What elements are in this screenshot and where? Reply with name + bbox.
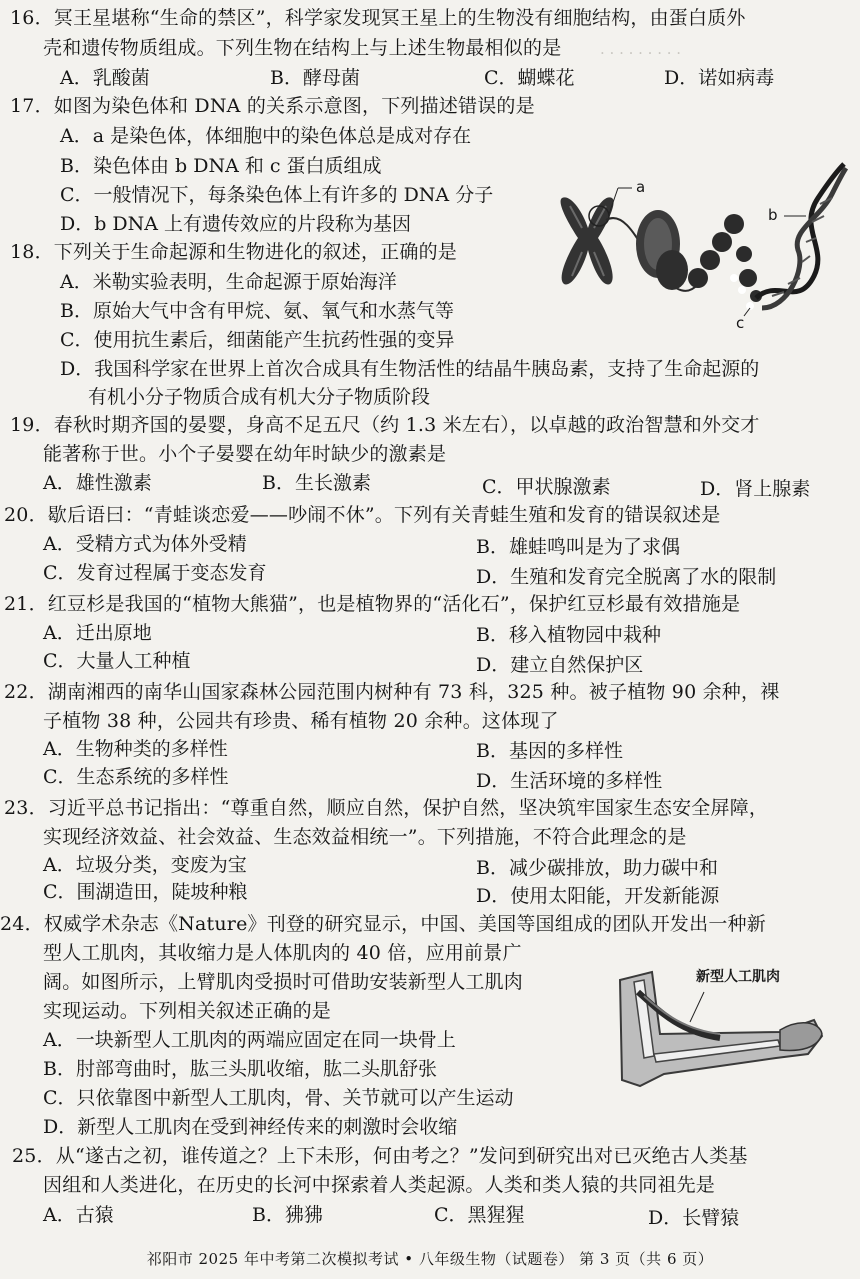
q24-option-d[interactable]: D．新型人工肌肉在受到神经传来的刺激时会收缩 bbox=[43, 1116, 458, 1138]
q23-option-a[interactable]: A．垃圾分类，变废为宝 bbox=[43, 854, 247, 876]
q18-stem: 18．下列关于生命起源和生物进化的叙述，正确的是 bbox=[10, 241, 457, 263]
q24-option-a[interactable]: A．一块新型人工肌肉的两端应固定在同一块骨上 bbox=[43, 1029, 456, 1051]
q20-option-a[interactable]: A．受精方式为体外受精 bbox=[43, 533, 247, 555]
q25-option-d[interactable]: D．长臂猿 bbox=[648, 1207, 740, 1229]
q22-option-a[interactable]: A．生物种类的多样性 bbox=[43, 738, 228, 760]
q20-option-b[interactable]: B．雄蛙鸣叫是为了求偶 bbox=[476, 536, 680, 558]
q16-stem-line2: 壳和遗传物质组成。下列生物在结构上与上述生物最相似的是 bbox=[43, 37, 562, 59]
q19-stem-line2: 能著称于世。小个子晏婴在幼年时缺少的激素是 bbox=[43, 443, 447, 465]
q22-option-c[interactable]: C．生态系统的多样性 bbox=[43, 766, 229, 788]
q22-option-b[interactable]: B．基因的多样性 bbox=[476, 740, 623, 762]
page-footer: 祁阳市 2025 年中考第二次模拟考试 • 八年级生物（试题卷） 第 3 页（共 6 页） bbox=[146, 1250, 714, 1268]
q24-stem-line1: 24．权威学术杂志《Nature》刊登的研究显示，中国、美国等国组成的团队开发出一种新 bbox=[0, 913, 766, 935]
q25-option-b[interactable]: B．狒狒 bbox=[252, 1204, 323, 1226]
q19-stem-line1: 19．春秋时期齐国的晏婴，身高不足五尺（约 1.3 米左右），以卓越的政治智慧和外交才 bbox=[10, 414, 760, 436]
q20-option-d[interactable]: D．生殖和发育完全脱离了水的限制 bbox=[476, 566, 777, 588]
q22-option-d[interactable]: D．生活环境的多样性 bbox=[476, 770, 663, 792]
q16-option-d[interactable]: D．诺如病毒 bbox=[664, 67, 775, 89]
q23-stem-line2: 实现经济效益、社会效益、生态效益相统一”。下列措施，不符合此理念的是 bbox=[43, 826, 687, 848]
fig-label-b: b bbox=[768, 206, 778, 224]
q18-option-b[interactable]: B．原始大气中含有甲烷、氨、氧气和水蒸气等 bbox=[60, 300, 454, 322]
q17-option-b[interactable]: B．染色体由 b DNA 和 c 蛋白质组成 bbox=[60, 155, 382, 177]
q20-option-c[interactable]: C．发育过程属于变态发育 bbox=[43, 562, 267, 584]
q25-stem-line1: 25．从“遂古之初，谁传道之？上下未形，何由考之？”发问到研究出对已灭绝古人类基 bbox=[12, 1145, 748, 1167]
q24-stem-line3: 阔。如图所示，上臂肌肉受损时可借助安装新型人工肌肉 bbox=[43, 971, 524, 993]
q18-option-a[interactable]: A．米勒实验表明，生命起源于原始海洋 bbox=[60, 271, 397, 293]
q24-stem-line2: 型人工肌肉，其收缩力是人体肌肉的 40 倍，应用前景广 bbox=[43, 942, 522, 964]
q18-option-d-cont: 有机小分子物质合成有机大分子物质阶段 bbox=[88, 386, 431, 408]
q23-option-c[interactable]: C．围湖造田，陡坡种粮 bbox=[43, 881, 248, 903]
fig-label-a: a bbox=[636, 178, 646, 196]
q25-option-c[interactable]: C．黑猩猩 bbox=[434, 1204, 525, 1226]
q25-stem-line2: 因组和人类进化，在历史的长河中探索着人类起源。人类和类人猿的共同祖先是 bbox=[43, 1174, 716, 1196]
q24-option-c[interactable]: C．只依靠图中新型人工肌肉，骨、关节就可以产生运动 bbox=[43, 1087, 514, 1109]
q22-stem-line1: 22．湖南湘西的南华山国家森林公园范围内树种有 73 科，325 种。被子植物 90 余种，裸 bbox=[4, 681, 780, 703]
q16-option-a[interactable]: A．乳酸菌 bbox=[60, 67, 150, 89]
chromosome-dna-figure bbox=[548, 158, 848, 333]
fig-label-c: c bbox=[736, 314, 745, 332]
q21-option-c[interactable]: C．大量人工种植 bbox=[43, 650, 191, 672]
q23-option-d[interactable]: D．使用太阳能，开发新能源 bbox=[476, 885, 720, 907]
q19-option-a[interactable]: A．雄性激素 bbox=[43, 472, 152, 494]
q21-option-a[interactable]: A．迁出原地 bbox=[43, 622, 152, 644]
q23-stem-line1: 23．习近平总书记指出：“尊重自然，顺应自然，保护自然，坚决筑牢国家生态安全屏障， bbox=[4, 797, 769, 819]
q17-option-a[interactable]: A．a 是染色体，体细胞中的染色体总是成对存在 bbox=[60, 125, 472, 147]
q24-stem-line4: 实现运动。下列相关叙述正确的是 bbox=[43, 1000, 332, 1022]
q18-option-d[interactable]: D．我国科学家在世界上首次合成具有生物活性的结晶牛胰岛素，支持了生命起源的 bbox=[60, 358, 760, 380]
q23-option-b[interactable]: B．减少碳排放，助力碳中和 bbox=[476, 857, 718, 879]
q16-stem-line1: 16．冥王星堪称“生命的禁区”，科学家发现冥王星上的生物没有细胞结构，由蛋白质外 bbox=[10, 7, 746, 29]
bleed-through-text: . . . . . . . . . bbox=[600, 40, 682, 58]
q17-option-c[interactable]: C．一般情况下，每条染色体上有许多的 DNA 分子 bbox=[60, 184, 494, 206]
q19-option-c[interactable]: C．甲状腺激素 bbox=[482, 476, 611, 498]
q20-stem: 20．歇后语曰：“青蛙谈恋爱——吵闹不休”。下列有关青蛙生殖和发育的错误叙述是 bbox=[4, 504, 721, 526]
fig-label-artificial-muscle: 新型人工肌肉 bbox=[696, 969, 780, 985]
q18-option-c[interactable]: C．使用抗生素后，细菌能产生抗药性强的变异 bbox=[60, 329, 455, 351]
q24-option-b[interactable]: B．肘部弯曲时，肱三头肌收缩，肱二头肌舒张 bbox=[43, 1058, 437, 1080]
q17-stem: 17．如图为染色体和 DNA 的关系示意图，下列描述错误的是 bbox=[10, 95, 535, 117]
q21-option-d[interactable]: D．建立自然保护区 bbox=[476, 654, 644, 676]
q21-option-b[interactable]: B．移入植物园中栽种 bbox=[476, 624, 661, 646]
q19-option-b[interactable]: B．生长激素 bbox=[262, 472, 371, 494]
q17-option-d[interactable]: D．b DNA 上有遗传效应的片段称为基因 bbox=[60, 213, 412, 235]
q25-option-a[interactable]: A．古猿 bbox=[43, 1204, 114, 1226]
artificial-muscle-figure bbox=[600, 962, 830, 1092]
q21-stem: 21．红豆杉是我国的“植物大熊猫”，也是植物界的“活化石”，保护红豆杉最有效措施是 bbox=[4, 593, 741, 615]
q16-option-c[interactable]: C．蝴蝶花 bbox=[484, 67, 575, 89]
q19-option-d[interactable]: D．肾上腺素 bbox=[700, 478, 811, 500]
q16-option-b[interactable]: B．酵母菌 bbox=[270, 67, 360, 89]
q22-stem-line2: 子植物 38 种，公园共有珍贵、稀有植物 20 余种。这体现了 bbox=[43, 710, 559, 732]
